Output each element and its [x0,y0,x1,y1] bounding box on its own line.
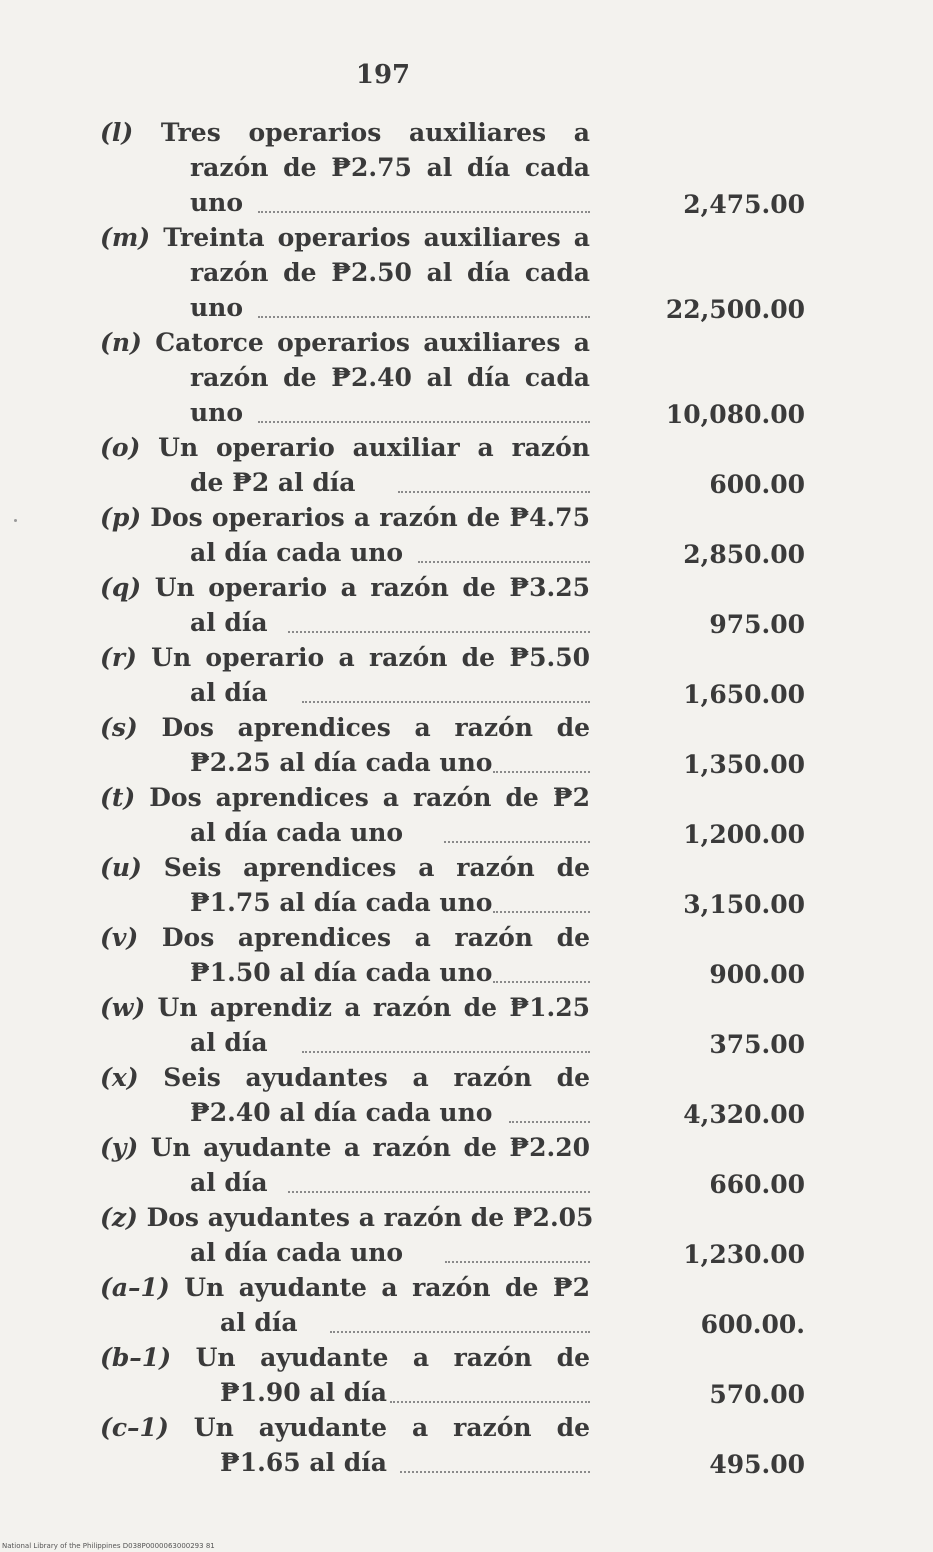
item-description-first-line [0,115,933,150]
item-letter: (a–1) [100,1273,170,1302]
item-description-first-line [0,850,933,885]
item-amount: 1,230.00 [683,1240,805,1269]
item-text: Dos aprendices a razón de ₱2 [149,783,590,812]
item-text: al día [190,1168,268,1197]
line-item [0,570,933,640]
item-letter: (c–1) [100,1413,169,1442]
item-description-first-line [0,1200,933,1235]
item-letter: (v) [100,923,139,952]
item-description-line [0,465,933,500]
item-description-line [0,255,933,290]
dot-leader [302,1049,590,1053]
item-amount: 4,320.00 [683,1100,805,1129]
line-item [0,1270,933,1340]
item-description-line [0,1095,933,1130]
item-text: Un ayudante a razón de ₱2.20 [150,1133,590,1162]
line-item [0,920,933,990]
line-item [0,430,933,500]
item-letter: (m) [100,223,151,252]
item-amount: 495.00 [709,1450,805,1479]
item-letter: (l) [100,118,134,147]
item-text: Dos aprendices a razón de [161,923,590,952]
item-text: Un ayudante a razón de ₱2 [184,1273,590,1302]
item-text: Un operario auxiliar a razón [158,433,590,462]
line-item [0,115,933,220]
item-text: Seis aprendices a razón de [163,853,590,882]
item-description-first-line [0,1060,933,1095]
item-amount: 1,650.00 [683,680,805,709]
item-letter: (y) [100,1133,139,1162]
item-text: al día [220,1308,298,1337]
item-description-first-line [0,920,933,955]
item-text: razón de ₱2.40 al día cada [190,363,590,392]
item-text: de ₱2 al día [190,468,356,497]
item-description-first-line [0,1410,933,1445]
item-text: Un operario a razón de ₱5.50 [151,643,590,672]
dot-leader [258,314,590,318]
dot-leader [400,1469,590,1473]
line-item [0,1340,933,1410]
item-description-first-line [0,325,933,360]
scan-footer: National Library of the Philippines D038P0000063000293 81 [2,1542,215,1550]
item-text: razón de ₱2.50 al día cada [190,258,590,287]
item-description-first-line [0,430,933,465]
item-letter: (b–1) [100,1343,172,1372]
dot-leader [493,979,590,983]
dot-leader [288,629,590,633]
item-description-first-line [0,780,933,815]
item-description-line [0,745,933,780]
dot-leader [444,839,590,843]
item-description-first-line [0,500,933,535]
item-text: uno [190,398,244,427]
line-item [0,220,933,325]
item-description-first-line [0,1130,933,1165]
dot-leader [330,1329,590,1333]
item-text: Dos operarios a razón de ₱4.75 [150,503,590,532]
item-description-line [0,290,933,325]
item-amount: 10,080.00 [665,400,805,429]
item-text: ₱1.50 al día cada uno [190,958,493,987]
item-text: al día [190,1028,268,1057]
item-text: Un operario a razón de ₱3.25 [154,573,590,602]
item-description-first-line [0,1340,933,1375]
item-text: uno [190,188,244,217]
item-letter: (s) [100,713,138,742]
item-description-line [0,675,933,710]
item-description-first-line [0,220,933,255]
item-letter: (n) [100,328,142,357]
item-description-line [0,1305,933,1340]
dot-leader [258,209,590,213]
line-item [0,325,933,430]
item-text: Catorce operarios auxiliares a [155,328,590,357]
item-description-line [0,1445,933,1480]
item-amount: 600.00 [709,470,805,499]
item-description-line [0,150,933,185]
item-description-line [0,885,933,920]
item-text: ₱2.25 al día cada uno [190,748,493,777]
item-amount: 660.00 [709,1170,805,1199]
item-letter: (w) [100,993,146,1022]
dot-leader [418,559,590,563]
item-amount: 22,500.00 [665,295,805,324]
item-letter: (u) [100,853,142,882]
item-letter: (z) [100,1203,138,1232]
item-letter: (q) [100,573,142,602]
item-description-line [0,605,933,640]
item-text: Treinta operarios auxiliares a [163,223,590,252]
dot-leader [258,419,590,423]
item-description-first-line [0,990,933,1025]
item-text: uno [190,293,244,322]
item-amount: 900.00 [709,960,805,989]
item-letter: (o) [100,433,141,462]
item-text: ₱2.40 al día cada uno [190,1098,493,1127]
line-item [0,1060,933,1130]
item-amount: 570.00 [709,1380,805,1409]
dot-leader [398,489,590,493]
line-item [0,780,933,850]
item-amount: 1,200.00 [683,820,805,849]
item-description-line [0,1235,933,1270]
line-item [0,1200,933,1270]
scan-speck [14,519,17,522]
dot-leader [509,1119,590,1123]
item-description-first-line [0,710,933,745]
page-number: 197 [355,60,411,90]
item-text: al día cada uno [190,538,404,567]
item-description-line [0,395,933,430]
item-text: Seis ayudantes a razón de [163,1063,590,1092]
dot-leader [288,1189,590,1193]
appropriation-list [0,115,933,1480]
item-description-first-line [0,640,933,675]
item-text: Dos aprendices a razón de [161,713,590,742]
dot-leader [493,909,590,913]
item-description-line [0,955,933,990]
item-description-line [0,360,933,395]
dot-leader [302,699,590,703]
item-description-line [0,1165,933,1200]
item-text: al día [190,678,268,707]
line-item [0,710,933,780]
item-letter: (x) [100,1063,139,1092]
item-description-line [0,815,933,850]
item-description-first-line [0,1270,933,1305]
item-text: al día cada uno [190,818,404,847]
item-description-line [0,535,933,570]
item-amount: 375.00 [709,1030,805,1059]
item-text: Un ayudante a razón de [193,1413,590,1442]
item-amount: 600.00. [700,1310,805,1339]
item-description-line [0,185,933,220]
line-item [0,850,933,920]
item-text: ₱1.75 al día cada uno [190,888,493,917]
item-text: ₱1.90 al día [220,1378,387,1407]
item-amount: 975.00 [709,610,805,639]
line-item [0,1130,933,1200]
line-item [0,500,933,570]
line-item [0,1410,933,1480]
line-item [0,990,933,1060]
item-text: Un ayudante a razón de [195,1343,590,1372]
item-letter: (r) [100,643,137,672]
item-amount: 1,350.00 [683,750,805,779]
item-text: ₱1.65 al día [220,1448,387,1477]
item-description-first-line [0,570,933,605]
item-description-line [0,1025,933,1060]
item-description-line [0,1375,933,1410]
item-amount: 2,475.00 [683,190,805,219]
item-text: razón de ₱2.75 al día cada [190,153,590,182]
item-text: Un aprendiz a razón de ₱1.25 [157,993,590,1022]
item-text: Dos ayudantes a razón de ₱2.05 [146,1203,594,1232]
item-letter: (p) [100,503,142,532]
dot-leader [493,769,590,773]
item-letter: (t) [100,783,136,812]
line-item [0,640,933,710]
item-text: al día cada uno [190,1238,404,1267]
item-amount: 2,850.00 [683,540,805,569]
item-amount: 3,150.00 [683,890,805,919]
dot-leader [390,1399,590,1403]
item-text: Tres operarios auxiliares a [160,118,590,147]
item-text: al día [190,608,268,637]
dot-leader [445,1259,590,1263]
